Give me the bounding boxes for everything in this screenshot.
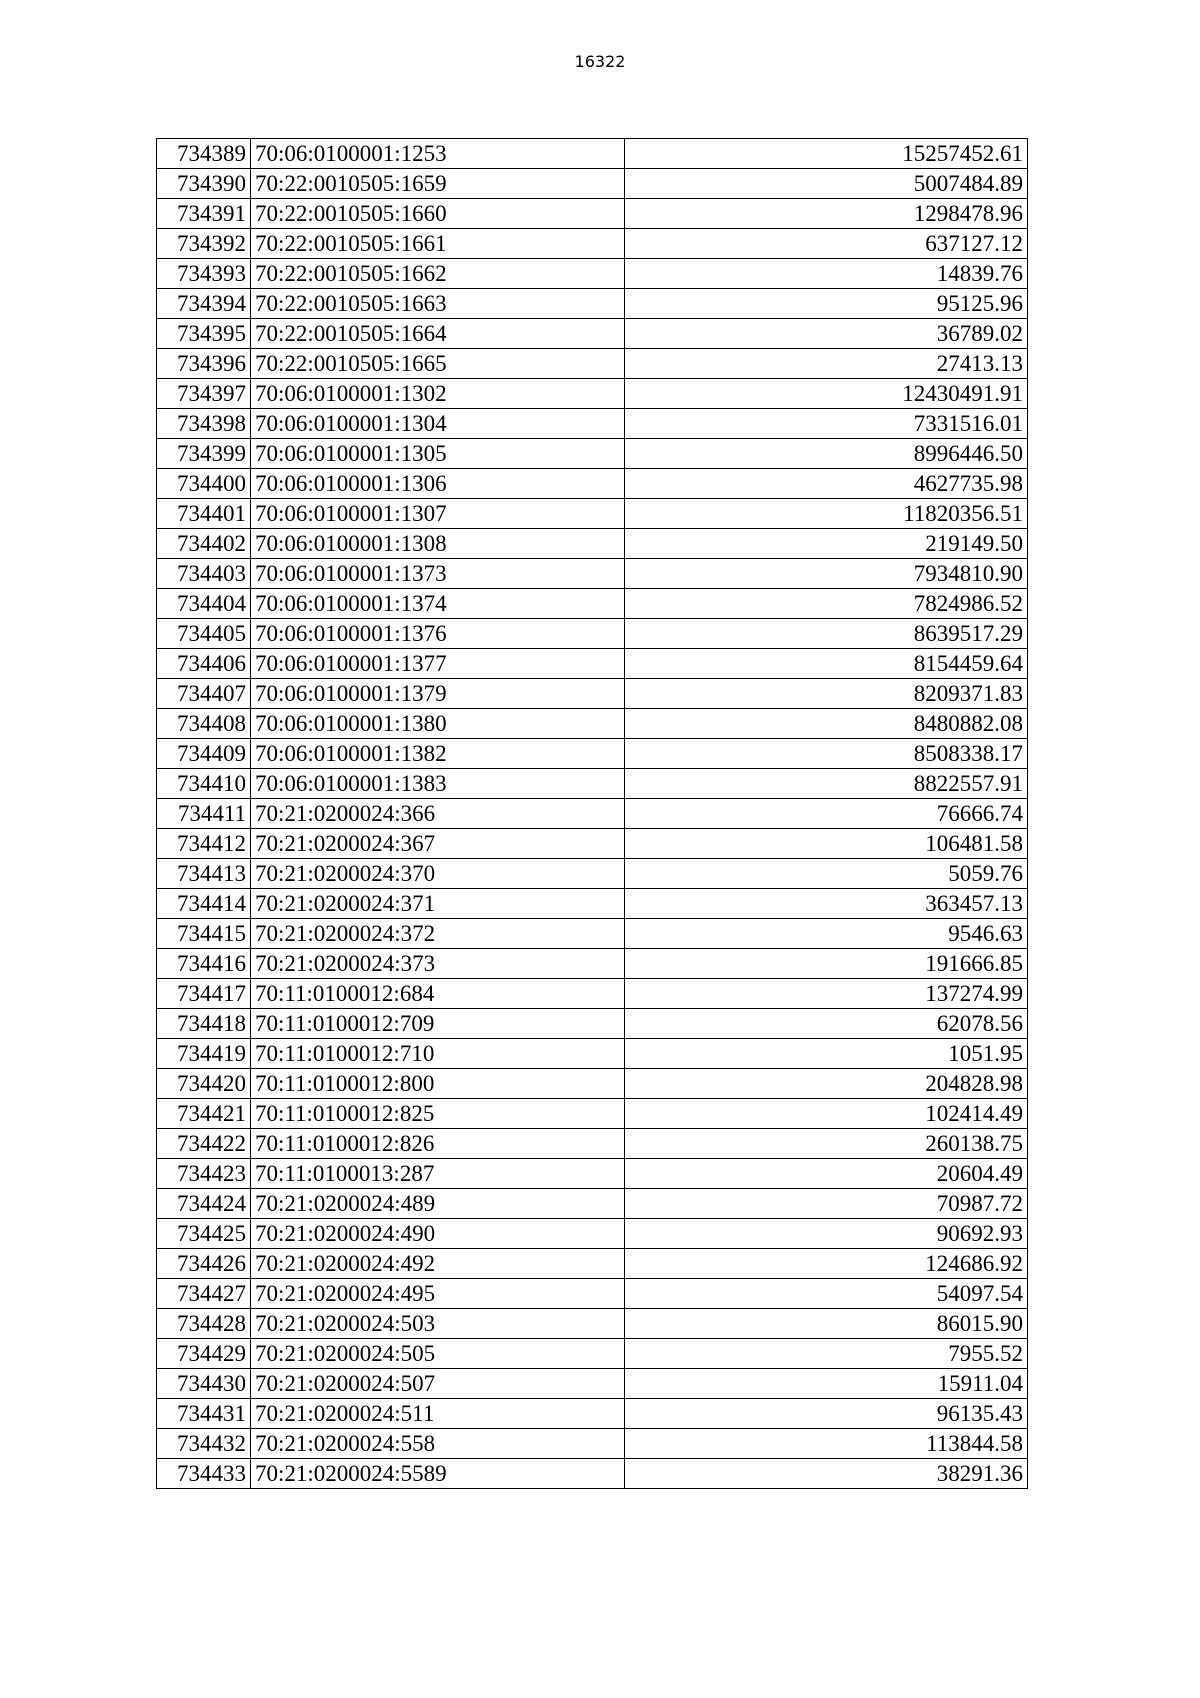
- cadastral-value-cell: 38291.36: [625, 1459, 1028, 1489]
- table-row: [157, 919, 1028, 949]
- cadastral-number-cell: 70:21:0200024:5589: [251, 1459, 625, 1489]
- cadastral-number-cell: 70:21:0200024:371: [251, 889, 625, 919]
- row-id-cell: 734400: [157, 469, 251, 499]
- cadastral-number-cell: 70:21:0200024:372: [251, 919, 625, 949]
- table-row: [157, 559, 1028, 589]
- cadastral-number-cell: 70:21:0200024:511: [251, 1399, 625, 1429]
- cadastral-number-cell: 70:11:0100012:826: [251, 1129, 625, 1159]
- cadastral-number-cell: 70:21:0200024:505: [251, 1339, 625, 1369]
- cadastral-number-cell: 70:21:0200024:558: [251, 1429, 625, 1459]
- row-id-cell: 734405: [157, 619, 251, 649]
- cadastral-number-cell: 70:06:0100001:1383: [251, 769, 625, 799]
- cadastral-value-cell: 5059.76: [625, 859, 1028, 889]
- cadastral-number-cell: 70:06:0100001:1380: [251, 709, 625, 739]
- cadastral-value-cell: 102414.49: [625, 1099, 1028, 1129]
- table-row: [157, 979, 1028, 1009]
- table-row: [157, 1039, 1028, 1069]
- row-id-cell: 734411: [157, 799, 251, 829]
- table-row: [157, 1189, 1028, 1219]
- cadastral-value-cell: 260138.75: [625, 1129, 1028, 1159]
- row-id-cell: 734394: [157, 289, 251, 319]
- row-id-cell: 734424: [157, 1189, 251, 1219]
- row-id-cell: 734402: [157, 529, 251, 559]
- cadastral-value-cell: 9546.63: [625, 919, 1028, 949]
- row-id-cell: 734420: [157, 1069, 251, 1099]
- cadastral-number-cell: 70:11:0100013:287: [251, 1159, 625, 1189]
- cadastral-value-cell: 11820356.51: [625, 499, 1028, 529]
- cadastral-number-cell: 70:21:0200024:370: [251, 859, 625, 889]
- table-row: [157, 889, 1028, 919]
- cadastral-value-cell: 20604.49: [625, 1159, 1028, 1189]
- table-row: [157, 739, 1028, 769]
- table-row: [157, 1279, 1028, 1309]
- table-row: [157, 649, 1028, 679]
- table-row: [157, 1099, 1028, 1129]
- cadastral-value-cell: 1298478.96: [625, 199, 1028, 229]
- row-id-cell: 734390: [157, 169, 251, 199]
- cadastral-number-cell: 70:11:0100012:710: [251, 1039, 625, 1069]
- cadastral-value-cell: 36789.02: [625, 319, 1028, 349]
- row-id-cell: 734429: [157, 1339, 251, 1369]
- cadastral-number-cell: 70:22:0010505:1662: [251, 259, 625, 289]
- cadastral-number-cell: 70:22:0010505:1665: [251, 349, 625, 379]
- cadastral-value-cell: 7331516.01: [625, 409, 1028, 439]
- table-row: [157, 409, 1028, 439]
- cadastral-value-cell: 27413.13: [625, 349, 1028, 379]
- table-row: [157, 1459, 1028, 1489]
- cadastral-number-cell: 70:21:0200024:490: [251, 1219, 625, 1249]
- table-row: [157, 1309, 1028, 1339]
- cadastral-value-cell: 15911.04: [625, 1369, 1028, 1399]
- row-id-cell: 734391: [157, 199, 251, 229]
- cadastral-number-cell: 70:21:0200024:373: [251, 949, 625, 979]
- cadastral-number-cell: 70:06:0100001:1382: [251, 739, 625, 769]
- table-row: [157, 1219, 1028, 1249]
- cadastral-value-table: [156, 138, 1028, 1489]
- cadastral-value-cell: 8480882.08: [625, 709, 1028, 739]
- row-id-cell: 734406: [157, 649, 251, 679]
- row-id-cell: 734418: [157, 1009, 251, 1039]
- row-id-cell: 734423: [157, 1159, 251, 1189]
- table-row: [157, 619, 1028, 649]
- row-id-cell: 734408: [157, 709, 251, 739]
- cadastral-value-cell: 12430491.91: [625, 379, 1028, 409]
- cadastral-number-cell: 70:11:0100012:709: [251, 1009, 625, 1039]
- cadastral-number-cell: 70:06:0100001:1379: [251, 679, 625, 709]
- row-id-cell: 734415: [157, 919, 251, 949]
- table-row: [157, 709, 1028, 739]
- table-row: [157, 769, 1028, 799]
- table-row: [157, 379, 1028, 409]
- table-body: [157, 139, 1028, 1489]
- cadastral-value-cell: 8639517.29: [625, 619, 1028, 649]
- cadastral-number-cell: 70:11:0100012:800: [251, 1069, 625, 1099]
- row-id-cell: 734430: [157, 1369, 251, 1399]
- row-id-cell: 734414: [157, 889, 251, 919]
- cadastral-number-cell: 70:06:0100001:1376: [251, 619, 625, 649]
- row-id-cell: 734417: [157, 979, 251, 1009]
- row-id-cell: 734416: [157, 949, 251, 979]
- cadastral-number-cell: 70:21:0200024:495: [251, 1279, 625, 1309]
- table-row: [157, 1249, 1028, 1279]
- row-id-cell: 734421: [157, 1099, 251, 1129]
- cadastral-value-cell: 204828.98: [625, 1069, 1028, 1099]
- table-row: [157, 1159, 1028, 1189]
- cadastral-number-cell: 70:06:0100001:1308: [251, 529, 625, 559]
- row-id-cell: 734395: [157, 319, 251, 349]
- cadastral-number-cell: 70:06:0100001:1377: [251, 649, 625, 679]
- row-id-cell: 734432: [157, 1429, 251, 1459]
- cadastral-value-cell: 8209371.83: [625, 679, 1028, 709]
- cadastral-value-cell: 7824986.52: [625, 589, 1028, 619]
- row-id-cell: 734410: [157, 769, 251, 799]
- cadastral-value-cell: 70987.72: [625, 1189, 1028, 1219]
- table-row: [157, 439, 1028, 469]
- cadastral-number-cell: 70:06:0100001:1307: [251, 499, 625, 529]
- cadastral-number-cell: 70:22:0010505:1663: [251, 289, 625, 319]
- cadastral-value-cell: 137274.99: [625, 979, 1028, 1009]
- cadastral-value-cell: 106481.58: [625, 829, 1028, 859]
- row-id-cell: 734422: [157, 1129, 251, 1159]
- cadastral-value-cell: 86015.90: [625, 1309, 1028, 1339]
- row-id-cell: 734393: [157, 259, 251, 289]
- table-row: [157, 169, 1028, 199]
- table-row: [157, 469, 1028, 499]
- row-id-cell: 734398: [157, 409, 251, 439]
- cadastral-value-cell: 637127.12: [625, 229, 1028, 259]
- table-row: [157, 1369, 1028, 1399]
- cadastral-value-cell: 62078.56: [625, 1009, 1028, 1039]
- row-id-cell: 734413: [157, 859, 251, 889]
- cadastral-value-cell: 113844.58: [625, 1429, 1028, 1459]
- cadastral-value-cell: 8996446.50: [625, 439, 1028, 469]
- cadastral-value-cell: 219149.50: [625, 529, 1028, 559]
- table-row: [157, 589, 1028, 619]
- cadastral-value-cell: 191666.85: [625, 949, 1028, 979]
- row-id-cell: 734427: [157, 1279, 251, 1309]
- row-id-cell: 734412: [157, 829, 251, 859]
- table-row: [157, 349, 1028, 379]
- table-row: [157, 229, 1028, 259]
- table-row: [157, 1069, 1028, 1099]
- row-id-cell: 734404: [157, 589, 251, 619]
- table-row: [157, 139, 1028, 169]
- cadastral-number-cell: 70:06:0100001:1373: [251, 559, 625, 589]
- cadastral-value-cell: 7955.52: [625, 1339, 1028, 1369]
- row-id-cell: 734425: [157, 1219, 251, 1249]
- cadastral-value-cell: 76666.74: [625, 799, 1028, 829]
- cadastral-number-cell: 70:21:0200024:367: [251, 829, 625, 859]
- row-id-cell: 734403: [157, 559, 251, 589]
- table-row: [157, 1429, 1028, 1459]
- cadastral-number-cell: 70:21:0200024:489: [251, 1189, 625, 1219]
- table-row: [157, 289, 1028, 319]
- cadastral-value-cell: 124686.92: [625, 1249, 1028, 1279]
- cadastral-value-cell: 14839.76: [625, 259, 1028, 289]
- table-row: [157, 1129, 1028, 1159]
- row-id-cell: 734426: [157, 1249, 251, 1279]
- row-id-cell: 734389: [157, 139, 251, 169]
- cadastral-number-cell: 70:06:0100001:1302: [251, 379, 625, 409]
- cadastral-value-cell: 8822557.91: [625, 769, 1028, 799]
- row-id-cell: 734397: [157, 379, 251, 409]
- cadastral-number-cell: 70:06:0100001:1305: [251, 439, 625, 469]
- row-id-cell: 734431: [157, 1399, 251, 1429]
- cadastral-number-cell: 70:11:0100012:684: [251, 979, 625, 1009]
- table-row: [157, 319, 1028, 349]
- row-id-cell: 734428: [157, 1309, 251, 1339]
- cadastral-value-cell: 8154459.64: [625, 649, 1028, 679]
- row-id-cell: 734407: [157, 679, 251, 709]
- table-row: [157, 679, 1028, 709]
- cadastral-number-cell: 70:22:0010505:1664: [251, 319, 625, 349]
- table-row: [157, 259, 1028, 289]
- cadastral-number-cell: 70:06:0100001:1253: [251, 139, 625, 169]
- cadastral-number-cell: 70:06:0100001:1306: [251, 469, 625, 499]
- cadastral-value-cell: 363457.13: [625, 889, 1028, 919]
- cadastral-number-cell: 70:21:0200024:366: [251, 799, 625, 829]
- row-id-cell: 734401: [157, 499, 251, 529]
- cadastral-number-cell: 70:06:0100001:1374: [251, 589, 625, 619]
- table-row: [157, 1339, 1028, 1369]
- cadastral-value-cell: 5007484.89: [625, 169, 1028, 199]
- table-row: [157, 949, 1028, 979]
- row-id-cell: 734399: [157, 439, 251, 469]
- row-id-cell: 734396: [157, 349, 251, 379]
- row-id-cell: 734433: [157, 1459, 251, 1489]
- cadastral-value-cell: 15257452.61: [625, 139, 1028, 169]
- table-row: [157, 829, 1028, 859]
- row-id-cell: 734409: [157, 739, 251, 769]
- page-number: 16322: [574, 52, 626, 71]
- cadastral-value-cell: 4627735.98: [625, 469, 1028, 499]
- cadastral-value-cell: 8508338.17: [625, 739, 1028, 769]
- table-row: [157, 1399, 1028, 1429]
- cadastral-value-cell: 7934810.90: [625, 559, 1028, 589]
- cadastral-number-cell: 70:22:0010505:1659: [251, 169, 625, 199]
- table-row: [157, 499, 1028, 529]
- cadastral-number-cell: 70:22:0010505:1660: [251, 199, 625, 229]
- table-row: [157, 529, 1028, 559]
- cadastral-number-cell: 70:11:0100012:825: [251, 1099, 625, 1129]
- cadastral-value-cell: 95125.96: [625, 289, 1028, 319]
- table-row: [157, 799, 1028, 829]
- table-row: [157, 859, 1028, 889]
- cadastral-value-cell: 54097.54: [625, 1279, 1028, 1309]
- row-id-cell: 734392: [157, 229, 251, 259]
- row-id-cell: 734419: [157, 1039, 251, 1069]
- cadastral-value-cell: 1051.95: [625, 1039, 1028, 1069]
- cadastral-number-cell: 70:06:0100001:1304: [251, 409, 625, 439]
- cadastral-number-cell: 70:21:0200024:507: [251, 1369, 625, 1399]
- cadastral-value-cell: 96135.43: [625, 1399, 1028, 1429]
- table-row: [157, 199, 1028, 229]
- cadastral-number-cell: 70:22:0010505:1661: [251, 229, 625, 259]
- cadastral-number-cell: 70:21:0200024:492: [251, 1249, 625, 1279]
- cadastral-value-cell: 90692.93: [625, 1219, 1028, 1249]
- cadastral-number-cell: 70:21:0200024:503: [251, 1309, 625, 1339]
- table-row: [157, 1009, 1028, 1039]
